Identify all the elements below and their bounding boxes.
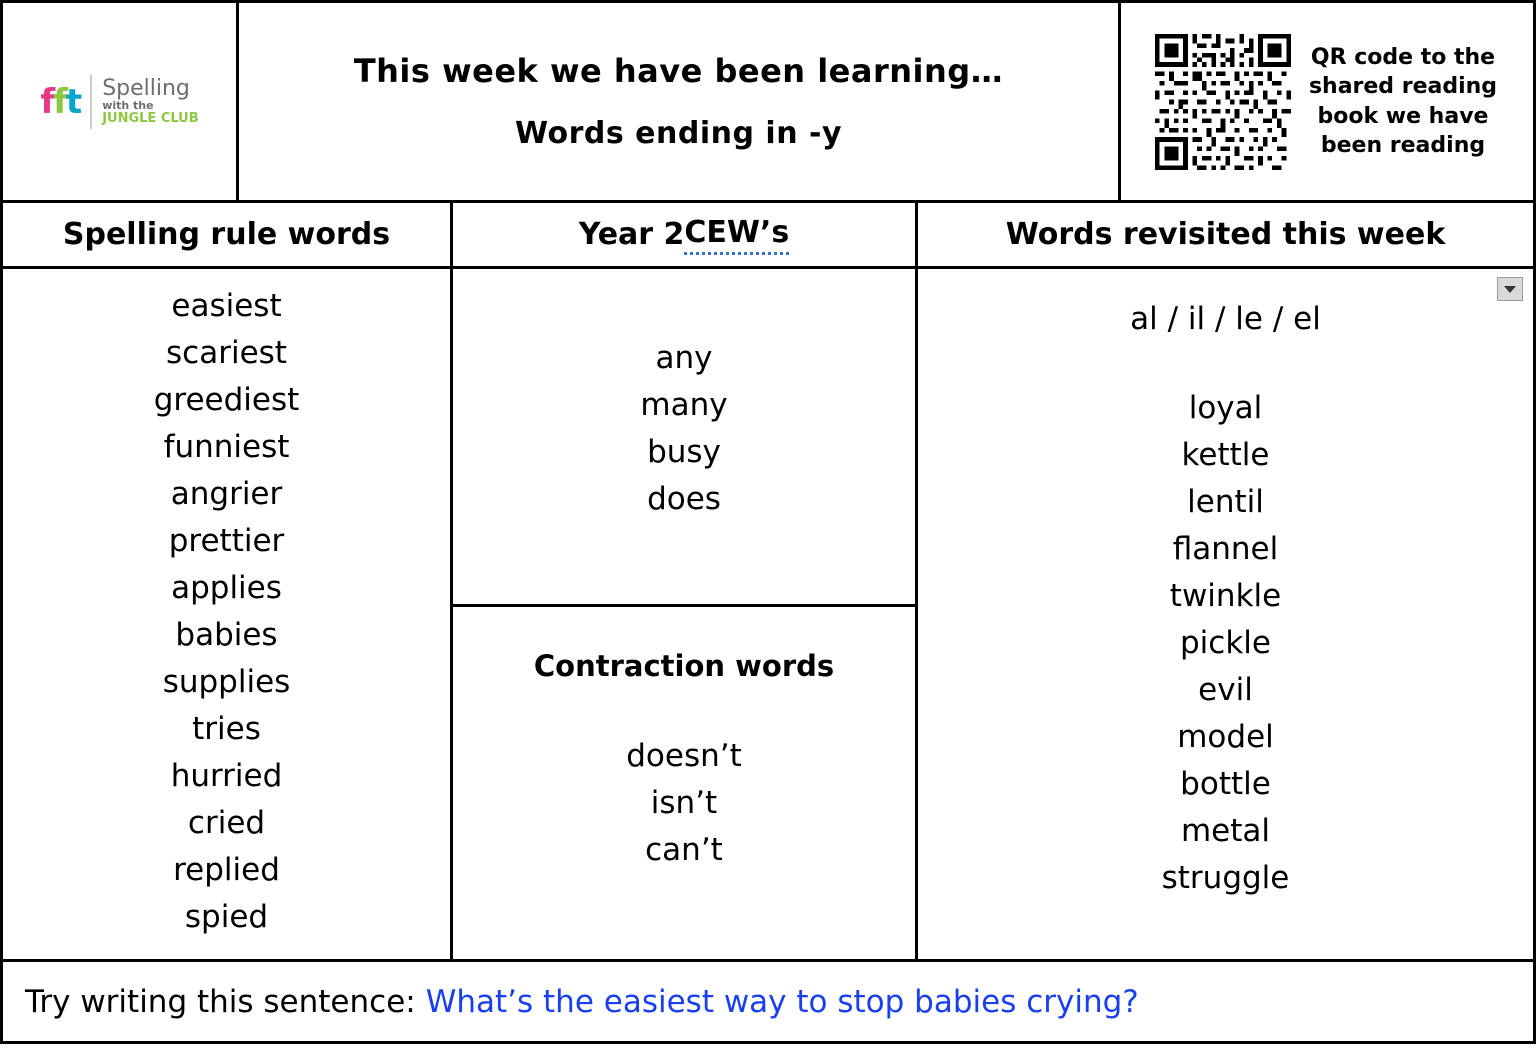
heading-words-revisited: Words revisited this week (1005, 217, 1446, 252)
title-cell (239, 3, 1121, 200)
fft-spelling-logo (40, 75, 198, 129)
list-item: prettier (168, 523, 285, 559)
list-item: any (655, 340, 713, 376)
logo-text (102, 77, 198, 125)
list-item: easiest (171, 288, 282, 324)
qr-code-icon[interactable] (1155, 34, 1291, 170)
list-item: scariest (166, 335, 287, 371)
heading-spelling-rule-words: Spelling rule words (3, 203, 453, 266)
page-title: This week we have been learning… (353, 52, 1004, 90)
list-item: many (640, 387, 728, 423)
logo-letter-3: t (65, 81, 81, 122)
list-item: metal (1180, 813, 1271, 849)
list-item: twinkle (1169, 578, 1282, 614)
list-item: hurried (170, 758, 283, 794)
list-item: busy (647, 434, 721, 470)
logo-letter-1: f (40, 81, 54, 122)
cews-list (453, 269, 915, 607)
year2-cews-column (453, 269, 918, 959)
list-item: cried (187, 805, 266, 841)
footer-label: Try writing this sentence: (25, 983, 416, 1020)
column-headings-row (0, 203, 1536, 269)
list-item: spied (184, 899, 269, 935)
heading-year2-prefix: Year 2 (578, 217, 685, 252)
revisited-words-column (918, 269, 1533, 959)
list-item: supplies (162, 664, 291, 700)
list-item: kettle (1181, 437, 1270, 473)
header-row (0, 0, 1536, 203)
list-item: pickle (1180, 625, 1271, 661)
contraction-words-section (453, 607, 915, 959)
list-item: does (647, 481, 721, 517)
logo-letter-2: f (53, 81, 66, 122)
list-item: evil (1198, 672, 1253, 708)
list-item: applies (171, 570, 282, 606)
list-item: struggle (1161, 860, 1290, 896)
footer-row (0, 962, 1536, 1044)
logo-line-1: Spelling (102, 76, 190, 102)
logo-line-3: JUNGLE CLUB (102, 111, 199, 126)
list-item: loyal (1188, 390, 1263, 426)
list-item: babies (175, 617, 278, 653)
list-item: greediest (153, 382, 300, 418)
list-item: can’t (645, 832, 723, 868)
qr-caption: QR code to the shared reading book we have been reading (1308, 45, 1498, 158)
heading-contraction-words: Contraction words (533, 649, 835, 683)
heading-year2-cews (453, 203, 918, 266)
list-item: funniest (163, 429, 290, 465)
fft-logo-icon (40, 81, 81, 122)
heading-cews-underlined: CEW’s (684, 215, 789, 255)
revisited-pattern: al / il / le / el (1130, 301, 1321, 337)
logo-line-2: with the (102, 99, 154, 113)
list-item: doesn’t (626, 738, 742, 774)
list-item: bottle (1180, 766, 1271, 802)
list-item: angrier (170, 476, 283, 512)
qr-cell (1121, 3, 1533, 200)
list-item: replied (173, 852, 280, 888)
list-item: model (1177, 719, 1274, 755)
logo-cell (3, 3, 239, 200)
chevron-down-icon[interactable] (1497, 277, 1523, 301)
list-item: lentil (1187, 484, 1264, 520)
footer-sentence: What’s the easiest way to stop babies crying? (425, 983, 1139, 1020)
word-columns-row (0, 269, 1536, 962)
spelling-rule-words-column (3, 269, 453, 959)
list-item: tries (192, 711, 261, 747)
list-item: flannel (1172, 531, 1279, 567)
logo-divider (90, 75, 92, 129)
list-item: isn’t (650, 785, 718, 821)
page-subtitle: Words ending in -y (514, 116, 843, 151)
